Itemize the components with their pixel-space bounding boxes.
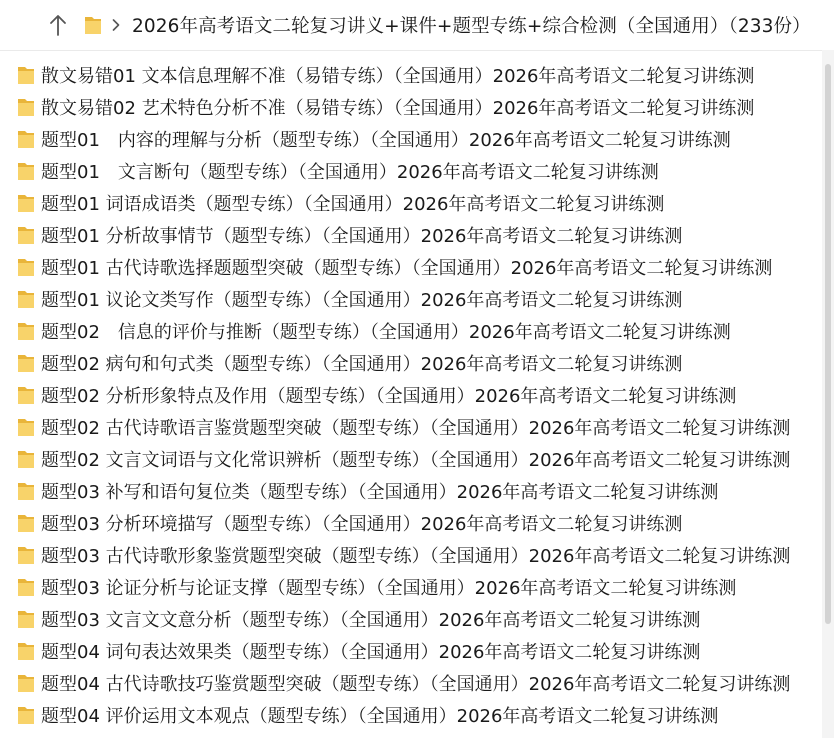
address-bar	[0, 0, 834, 51]
folder-icon	[17, 416, 35, 438]
file-name: 题型02 信息的评价与推断（题型专练）（全国通用）2026年高考语文二轮复习讲练测	[41, 322, 731, 343]
address-path[interactable]: 2026年高考语文二轮复习讲义+课件+题型专练+综合检测（全国通用）（233份）	[132, 16, 811, 37]
file-name: 题型03 分析环境描写（题型专练）（全国通用）2026年高考语文二轮复习讲练测	[41, 514, 683, 535]
folder-icon	[17, 256, 35, 278]
file-name: 题型02 古代诗歌语言鉴赏题型突破（题型专练）（全国通用）2026年高考语文二轮复习讲练测	[41, 418, 791, 439]
file-name: 题型02 病句和句式类（题型专练）（全国通用）2026年高考语文二轮复习讲练测	[41, 354, 683, 375]
scrollbar-thumb[interactable]	[825, 64, 831, 624]
file-row[interactable]	[0, 635, 822, 667]
file-row[interactable]	[0, 475, 822, 507]
file-name: 题型03 古代诗歌形象鉴赏题型突破（题型专练）（全国通用）2026年高考语文二轮复习讲练测	[41, 546, 791, 567]
file-row[interactable]	[0, 219, 822, 251]
folder-icon	[17, 480, 35, 502]
folder-icon	[17, 128, 35, 150]
file-row[interactable]	[0, 283, 822, 315]
file-row[interactable]	[0, 603, 822, 635]
file-name: 题型04 评价运用文本观点（题型专练）（全国通用）2026年高考语文二轮复习讲练测	[41, 706, 719, 727]
file-row[interactable]	[0, 251, 822, 283]
chevron-right-icon[interactable]	[112, 18, 122, 32]
folder-icon	[17, 160, 35, 182]
file-row[interactable]	[0, 507, 822, 539]
file-name: 题型01 分析故事情节（题型专练）（全国通用）2026年高考语文二轮复习讲练测	[41, 226, 683, 247]
folder-icon	[17, 384, 35, 406]
folder-icon	[17, 64, 35, 86]
file-name: 散文易错02 艺术特色分析不准（易错专练）（全国通用）2026年高考语文二轮复习讲练测	[41, 98, 755, 119]
vertical-scrollbar[interactable]	[822, 50, 834, 738]
up-arrow-icon[interactable]	[42, 9, 74, 41]
folder-icon	[17, 704, 35, 726]
file-row[interactable]	[0, 443, 822, 475]
folder-icon	[84, 14, 102, 36]
file-name: 题型02 文言文词语与文化常识辨析（题型专练）（全国通用）2026年高考语文二轮复习讲练测	[41, 450, 791, 471]
file-name: 题型03 论证分析与论证支撑（题型专练）（全国通用）2026年高考语文二轮复习讲练测	[41, 578, 737, 599]
file-name: 题型03 补写和语句复位类（题型专练）（全国通用）2026年高考语文二轮复习讲练测	[41, 482, 719, 503]
file-row[interactable]	[0, 667, 822, 699]
folder-icon	[17, 352, 35, 374]
file-row[interactable]	[0, 315, 822, 347]
file-name: 题型02 分析形象特点及作用（题型专练）（全国通用）2026年高考语文二轮复习讲练测	[41, 386, 737, 407]
file-name: 散文易错01 文本信息理解不准（易错专练）（全国通用）2026年高考语文二轮复习讲练测	[41, 66, 755, 87]
file-row[interactable]	[0, 347, 822, 379]
folder-icon	[17, 224, 35, 246]
file-row[interactable]	[0, 699, 822, 731]
file-name: 题型01 文言断句（题型专练）（全国通用）2026年高考语文二轮复习讲练测	[41, 162, 659, 183]
file-row[interactable]	[0, 91, 822, 123]
folder-icon	[17, 544, 35, 566]
folder-icon	[17, 448, 35, 470]
file-name: 题型01 词语成语类（题型专练）（全国通用）2026年高考语文二轮复习讲练测	[41, 194, 665, 215]
file-name: 题型03 文言文文意分析（题型专练）（全国通用）2026年高考语文二轮复习讲练测	[41, 610, 701, 631]
file-name: 题型01 议论文类写作（题型专练）（全国通用）2026年高考语文二轮复习讲练测	[41, 290, 683, 311]
folder-icon	[17, 288, 35, 310]
folder-icon	[17, 192, 35, 214]
file-name: 题型04 古代诗歌技巧鉴赏题型突破（题型专练）（全国通用）2026年高考语文二轮复习讲练测	[41, 674, 791, 695]
file-list	[0, 59, 822, 731]
file-row[interactable]	[0, 59, 822, 91]
file-row[interactable]	[0, 379, 822, 411]
folder-icon	[17, 608, 35, 630]
file-row[interactable]	[0, 123, 822, 155]
file-name: 题型01 内容的理解与分析（题型专练）（全国通用）2026年高考语文二轮复习讲练测	[41, 130, 731, 151]
file-row[interactable]	[0, 571, 822, 603]
file-name: 题型01 古代诗歌选择题题型突破（题型专练）（全国通用）2026年高考语文二轮复习讲练测	[41, 258, 773, 279]
folder-icon	[17, 576, 35, 598]
folder-icon	[17, 672, 35, 694]
folder-icon	[17, 320, 35, 342]
file-row[interactable]	[0, 187, 822, 219]
folder-icon	[17, 96, 35, 118]
folder-icon	[17, 640, 35, 662]
file-name: 题型04 词句表达效果类（题型专练）（全国通用）2026年高考语文二轮复习讲练测	[41, 642, 701, 663]
file-row[interactable]	[0, 155, 822, 187]
file-row[interactable]	[0, 411, 822, 443]
file-row[interactable]	[0, 539, 822, 571]
folder-icon	[17, 512, 35, 534]
